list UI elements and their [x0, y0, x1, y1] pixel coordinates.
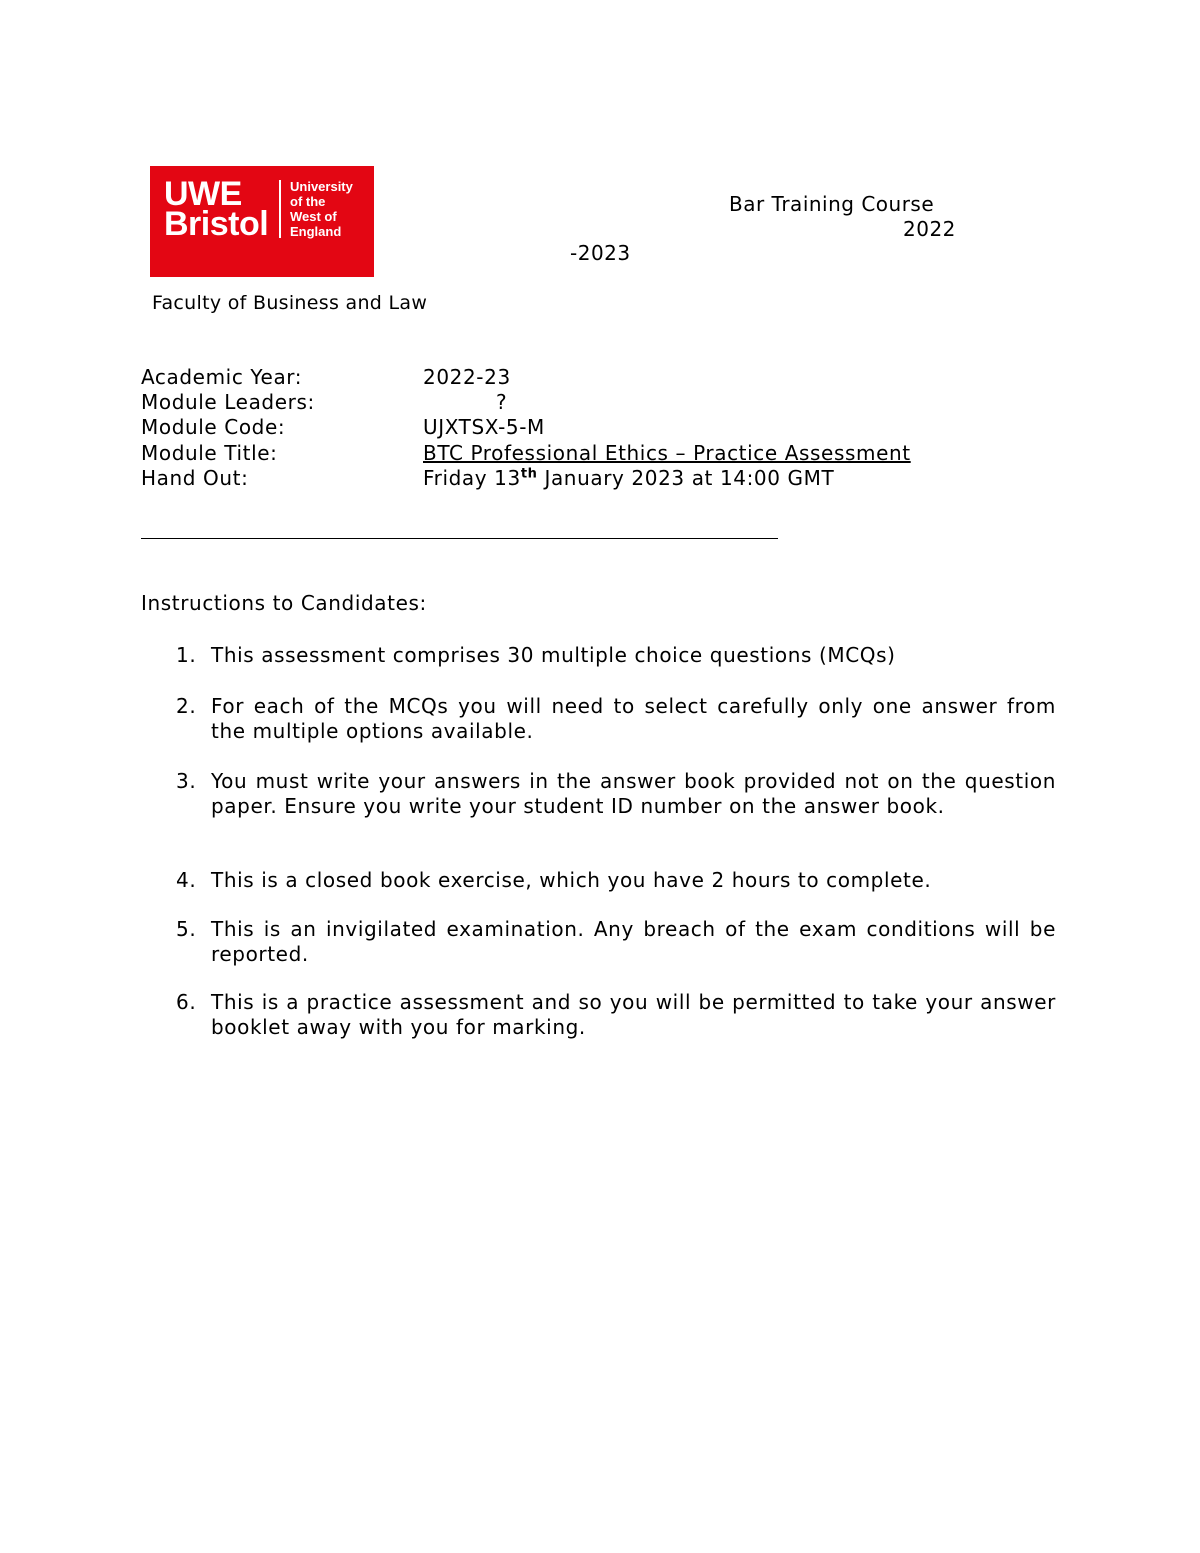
course-title: Bar Training Course [729, 192, 935, 216]
instruction-number-6: 6. [176, 990, 197, 1014]
instruction-text-5: This is an invigilated examination. Any breach of the exam conditions will be reported. [211, 917, 1056, 966]
instruction-text-4: This is a closed book exercise, which you have 2 hours to complete. [211, 868, 932, 892]
logo-tagline2: of the [290, 194, 326, 209]
instruction-text-1: This assessment comprises 30 multiple choice questions (MCQs) [211, 643, 896, 667]
hand-out-date-pre: Friday 13 [423, 466, 521, 490]
logo-brand-line1: UWE [164, 175, 242, 213]
instruction-number-2: 2. [176, 694, 197, 718]
module-code-label: Module Code: [141, 415, 286, 439]
module-title-value: BTC Professional Ethics – Practice Assessment [423, 441, 911, 465]
instruction-number-5: 5. [176, 917, 197, 941]
logo-tagline1: University [290, 179, 353, 194]
separator-line [141, 538, 778, 539]
logo-tagline4: England [290, 224, 342, 239]
logo-divider [279, 180, 281, 238]
instruction-number-3: 3. [176, 769, 197, 793]
instruction-text-2: For each of the MCQs you will need to select carefully only one answer from the multiple options available. [211, 694, 1056, 743]
instruction-text-6: This is a practice assessment and so you will be permitted to take your answer booklet away with you for marking. [211, 990, 1056, 1039]
instruction-number-1: 1. [176, 643, 197, 667]
uwe-bristol-logo [150, 166, 374, 277]
hand-out-label: Hand Out: [141, 466, 249, 490]
faculty-name: Faculty of Business and Law [152, 292, 428, 314]
instruction-text-3: You must write your answers in the answer book provided not on the question paper. Ensure you write your student ID number on the answer book. [211, 769, 1056, 818]
instruction-number-4: 4. [176, 868, 197, 892]
logo-tagline3: West of [290, 209, 337, 224]
course-year-end: -2023 [570, 241, 631, 265]
hand-out-value [423, 466, 834, 491]
hand-out-date-post: January 2023 at 14:00 GMT [537, 466, 835, 490]
hand-out-date-suffix: th [520, 466, 538, 482]
logo-brand-line2: Bristol [164, 205, 269, 243]
module-leaders-value: ? [496, 390, 508, 414]
academic-year-value: 2022-23 [423, 365, 511, 389]
academic-year-label: Academic Year: [141, 365, 303, 389]
module-leaders-label: Module Leaders: [141, 390, 315, 414]
module-title-label: Module Title: [141, 441, 278, 465]
module-code-value: UJXTSX-5-M [423, 415, 545, 439]
course-year-start: 2022 [903, 217, 956, 241]
instructions-title: Instructions to Candidates: [141, 591, 427, 615]
